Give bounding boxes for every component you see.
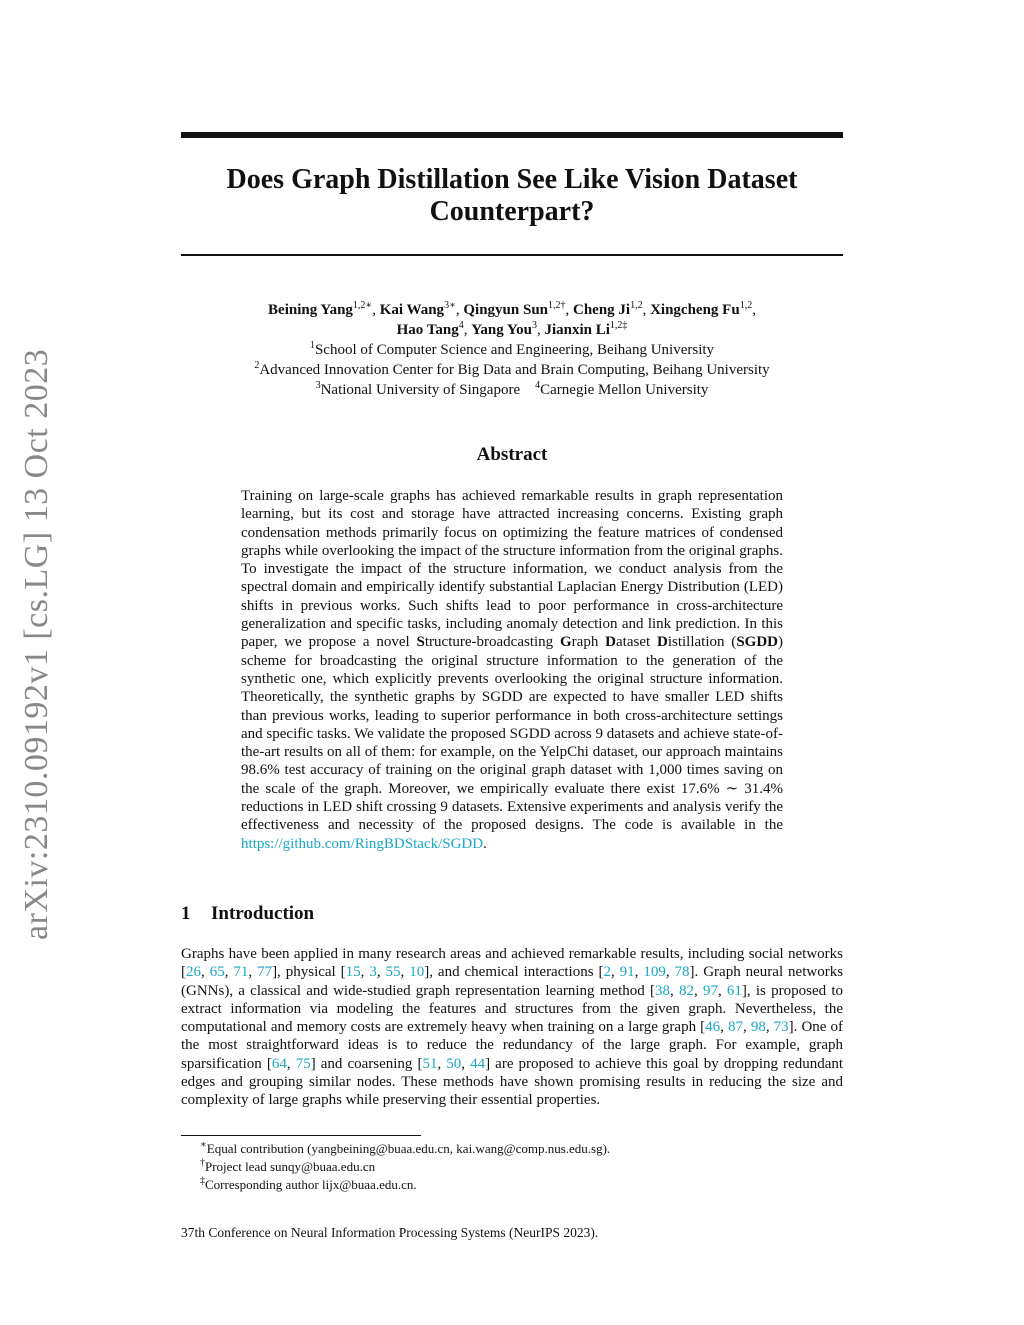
citation-link[interactable]: 73 xyxy=(773,1019,789,1036)
author-mark: 1,2 xyxy=(739,300,753,311)
title-bottom-rule xyxy=(181,254,843,256)
title-line-1: Does Graph Distillation See Like Vision Dataset xyxy=(226,164,798,195)
author-name: Jianxin Li xyxy=(544,322,610,338)
code-link[interactable]: https://github.com/RingBDStack/SGDD xyxy=(241,835,484,852)
citation-link[interactable]: 44 xyxy=(470,1055,486,1072)
affiliation-2: $^2$Advanced Innovation Center for Big Data and Brain Computing, Beihang University xyxy=(254,360,770,378)
citation-group: 64, 75 xyxy=(271,1055,311,1072)
citation-link[interactable]: 91 xyxy=(619,964,635,981)
venue-note: 37th Conference on Neural Information Processing Systems (NeurIPS 2023). xyxy=(181,1225,599,1240)
citation-link[interactable]: 98 xyxy=(750,1019,766,1036)
author-line-1: Beining Yang$^{1,2∗}$, Kai Wang$^{3∗}$, Qingyun Sun$^{1,2\dagger}$, Cheng Ji$^{1,2}$, Xingcheng Fu$^{1,2}$, xyxy=(268,300,756,318)
author-name: Beining Yang xyxy=(268,302,353,318)
citation-link[interactable]: 64 xyxy=(271,1055,287,1072)
author-mark: 1,2∗ xyxy=(352,300,373,311)
author-mark: 3∗ xyxy=(444,300,456,311)
arxiv-identifier: arXiv:2310.09192v1 [cs.LG] 13 Oct 2023 xyxy=(18,348,55,940)
author-name: Yang You xyxy=(471,322,532,338)
author-name: Cheng Ji xyxy=(573,302,631,318)
author-mark: 1,2‡ xyxy=(609,320,628,331)
citation-group: 2, 91, 109, 78 xyxy=(603,964,690,981)
section-heading-introduction: 1 Introduction xyxy=(181,903,315,924)
citation-link[interactable]: 97 xyxy=(702,982,718,999)
paper-title xyxy=(181,164,843,228)
citation-link[interactable]: 71 xyxy=(233,964,249,981)
citation-group: 51, 50, 44 xyxy=(422,1055,486,1072)
citation-link[interactable]: 75 xyxy=(295,1055,311,1072)
author-mark: 3 xyxy=(531,320,537,331)
citation-group: 26, 65, 71, 77 xyxy=(186,964,273,981)
citation-link[interactable]: 109 xyxy=(643,964,666,981)
title-line-2: Counterpart? xyxy=(429,196,595,227)
citation-link[interactable]: 55 xyxy=(385,964,401,981)
citation-group: 38, 82, 97, 61 xyxy=(654,982,742,999)
citation-link[interactable]: 15 xyxy=(345,964,361,981)
author-name: Hao Tang xyxy=(396,322,459,338)
footnote-rule xyxy=(181,1135,421,1136)
citation-link[interactable]: 77 xyxy=(257,964,273,981)
citation-group: 46, 87, 98, 73 xyxy=(705,1019,789,1036)
citation-link[interactable]: 65 xyxy=(209,964,225,981)
footnote-equal-contribution: ∗Equal contribution (yangbeining@buaa.edu.cn, kai.wang@comp.nus.edu.sg). xyxy=(200,1139,611,1156)
introduction-body: Graphs have been applied in many research areas and achieved remarkable results, including social networks [26, 65, 71, 77], physical [15, 3, 55, 10], and chemical interactions [2, 91, 109, 78]. Graph neural networks (GNNs), a classical and wide-studied graph representation learning method [38, 82, 97, 61], is proposed to extract information via modeling the features and structures from the given graph. Nevertheless, the computational and memory costs are extremely heavy when training on a large graph [46, 87, 98, 73]. One of the most straightforward ideas is to reduce the redundancy of the large graph. For example, graph sparsification [64, 75] and coarsening [51, 50, 44] are proposed to achieve this goal by dropping redundant edges and grouping similar nodes. These methods have shown promising results in reducing the size and complexity of large graphs while preserving their essential properties. xyxy=(181,946,844,1109)
citation-link[interactable]: 2 xyxy=(603,964,611,981)
abstract-heading: Abstract xyxy=(476,444,548,465)
author-mark: 1,2† xyxy=(548,300,566,311)
citation-link[interactable]: 78 xyxy=(674,964,690,981)
citation-link[interactable]: 82 xyxy=(678,982,694,999)
citation-link[interactable]: 87 xyxy=(727,1019,743,1036)
citation-link[interactable]: 26 xyxy=(186,964,201,981)
affiliation-1: $^1$School of Computer Science and Engineering, Beihang University xyxy=(309,340,715,358)
citation-link[interactable]: 61 xyxy=(726,982,742,999)
citation-link[interactable]: 50 xyxy=(446,1055,462,1072)
author-name: Kai Wang xyxy=(379,302,445,318)
author-name: Xingcheng Fu xyxy=(650,302,740,318)
author-mark: 4 xyxy=(458,320,464,331)
author-line-2: Hao Tang$^4$, Yang You$^3$, Jianxin $Li^{1,2\ddagger}$ xyxy=(396,320,628,338)
footnote-corresponding-author: ‡Corresponding author lijx@buaa.edu.cn. xyxy=(200,1175,417,1192)
citation-link[interactable]: 46 xyxy=(705,1019,721,1036)
affiliation-3-4: $^3$National University of Singapore $^4$Carnegie Mellon University xyxy=(315,380,709,398)
citation-link[interactable]: 38 xyxy=(654,982,670,999)
citation-link[interactable]: 10 xyxy=(409,964,425,981)
author-name: Qingyun Sun xyxy=(463,302,548,318)
author-block xyxy=(181,300,843,400)
citation-group: 15, 3, 55, 10 xyxy=(345,964,425,981)
title-top-rule xyxy=(181,132,843,138)
footnotes xyxy=(200,1140,610,1194)
footnote-project-lead: †Project lead sunqy@buaa.edu.cn xyxy=(200,1157,376,1174)
citation-link[interactable]: 51 xyxy=(422,1055,438,1072)
author-mark: 1,2 xyxy=(630,300,643,311)
citation-link[interactable]: 3 xyxy=(369,964,377,981)
abstract-body: Training on large-scale graphs has achieved remarkable results in graph representation learning, but its cost and storage have attracted increasing concerns. Existing graph condensation methods primarily focus on optimizing the feature matrices of condensed graphs while overlooking the impact of the structure information from the original graphs. To investigate the impact of the structure information, we conduct analysis from the spectral domain and empirically identify substantial Laplacian Energy Distribution (LED) shifts in previous works. Such shifts lead to poor performance in cross-architecture generalization and specific tasks, including anomaly detection and link prediction. In this paper, we propose a novel Structure-broadcasting Graph Dataset Distillation (SGDD) scheme for broadcasting the original structure information to the generation of the synthetic one, which explicitly prevents overlooking the original structure information. Theoretically, the synthetic graphs by SGDD are expected to have smaller LED shifts than previous works, leading to superior performance in both cross-architecture settings and specific tasks. We validate the proposed SGDD across 9 datasets and achieve state-of-the-art results on all of them: for example, on the YelpChi dataset, our approach maintains 98.6% test accuracy of training on the original graph dataset with 1,000 times saving on the scale of the graph. Moreover, we empirically evaluate there exist 17.6% ∼ 31.4% reductions in LED shift crossing 9 datasets. Extensive experiments and analysis verify the effectiveness and necessity of the proposed designs. The code is available in the https://github.com/RingBDStack/SGDD. xyxy=(241,488,783,852)
